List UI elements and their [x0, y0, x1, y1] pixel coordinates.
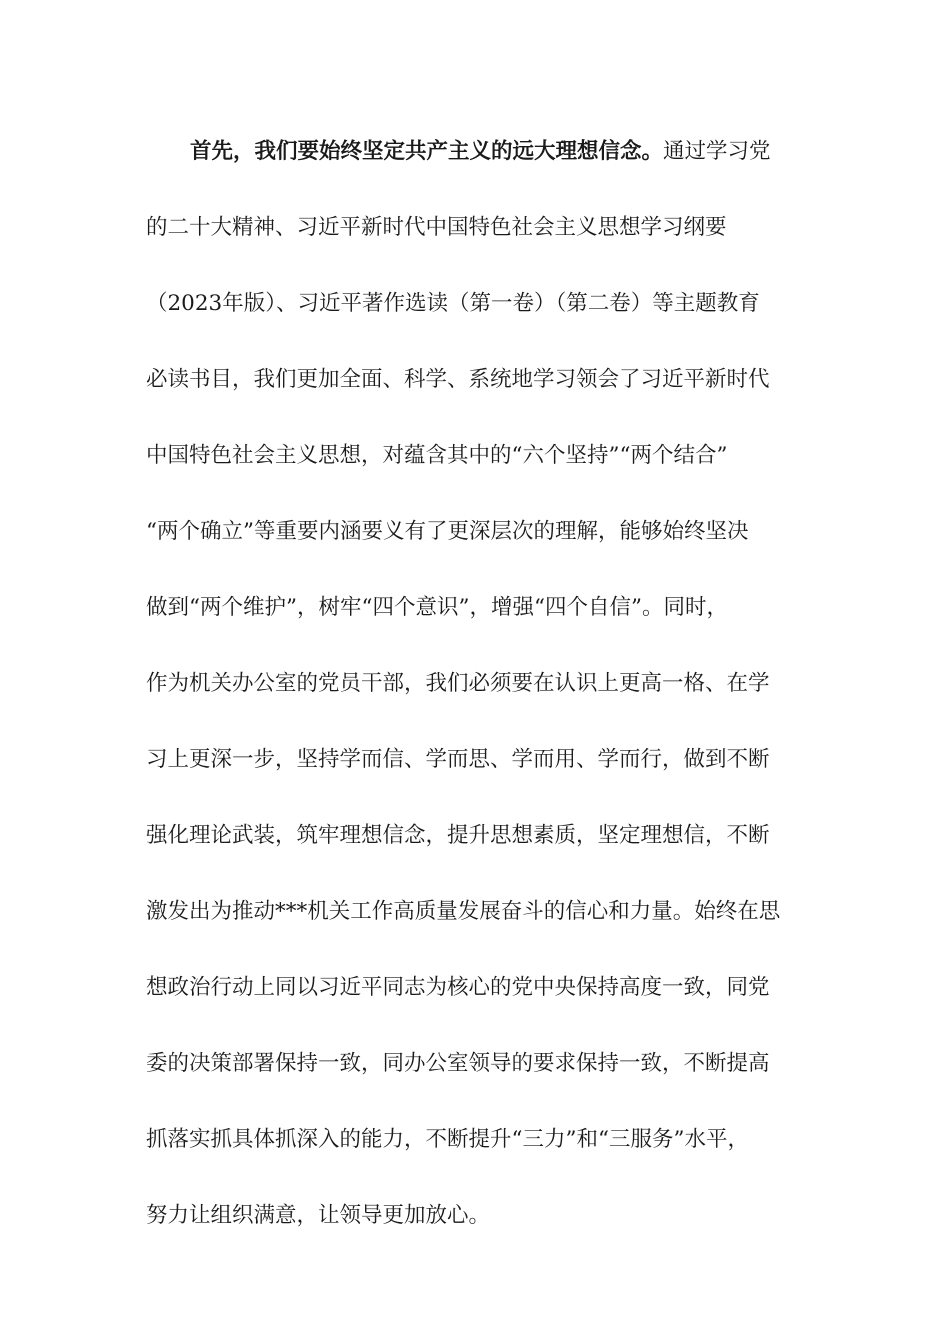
- paragraph-line-10: 强化理论武装，筑牢理想信念，提升思想素质，坚定理想信，不断: [146, 823, 770, 848]
- paragraph-line-5: 中国特色社会主义思想，对蕴含其中的“六个坚持”“两个结合”: [146, 443, 728, 468]
- line-text: 通过学习党: [663, 139, 771, 164]
- paragraph-line-11: 激发出为推动***机关工作高质量发展奋斗的信心和力量。始终在思: [146, 899, 781, 924]
- paragraph-line-7: 做到“两个维护”，树牢“四个意识”，增强“四个自信”。同时，: [146, 595, 728, 620]
- paragraph-line-8: 作为机关办公室的党员干部，我们必须要在认识上更高一格、在学: [146, 671, 770, 696]
- paragraph-line-6: “两个确立”等重要内涵要义有了更深层次的理解，能够始终坚决: [146, 519, 749, 544]
- paragraph-line-1: [146, 130, 806, 206]
- paragraph-line-4: 必读书目，我们更加全面、科学、系统地学习领会了习近平新时代: [146, 367, 770, 392]
- paragraph-line-14: 抓落实抓具体抓深入的能力，不断提升“三力”和“三服务”水平，: [146, 1127, 749, 1152]
- lead-sentence: 首先，我们要始终坚定共产主义的远大理想信念。: [190, 139, 664, 164]
- paragraph-line-2: 的二十大精神、习近平新时代中国特色社会主义思想学习纲要: [146, 215, 727, 240]
- paragraph-line-3: （2023年版）、习近平著作选读（第一卷）（第二卷）等主题教育: [146, 291, 760, 316]
- paragraph-line-13: 委的决策部署保持一致，同办公室领导的要求保持一致，不断提高: [146, 1051, 770, 1076]
- paragraph-line-9: 习上更深一步，坚持学而信、学而思、学而用、学而行，做到不断: [146, 747, 770, 772]
- paragraph-line-12: 想政治行动上同以习近平同志为核心的党中央保持高度一致，同党: [146, 975, 770, 1000]
- paragraph-line-15: 努力让组织满意，让领导更加放心。: [146, 1203, 491, 1228]
- body-paragraph: [146, 130, 806, 1270]
